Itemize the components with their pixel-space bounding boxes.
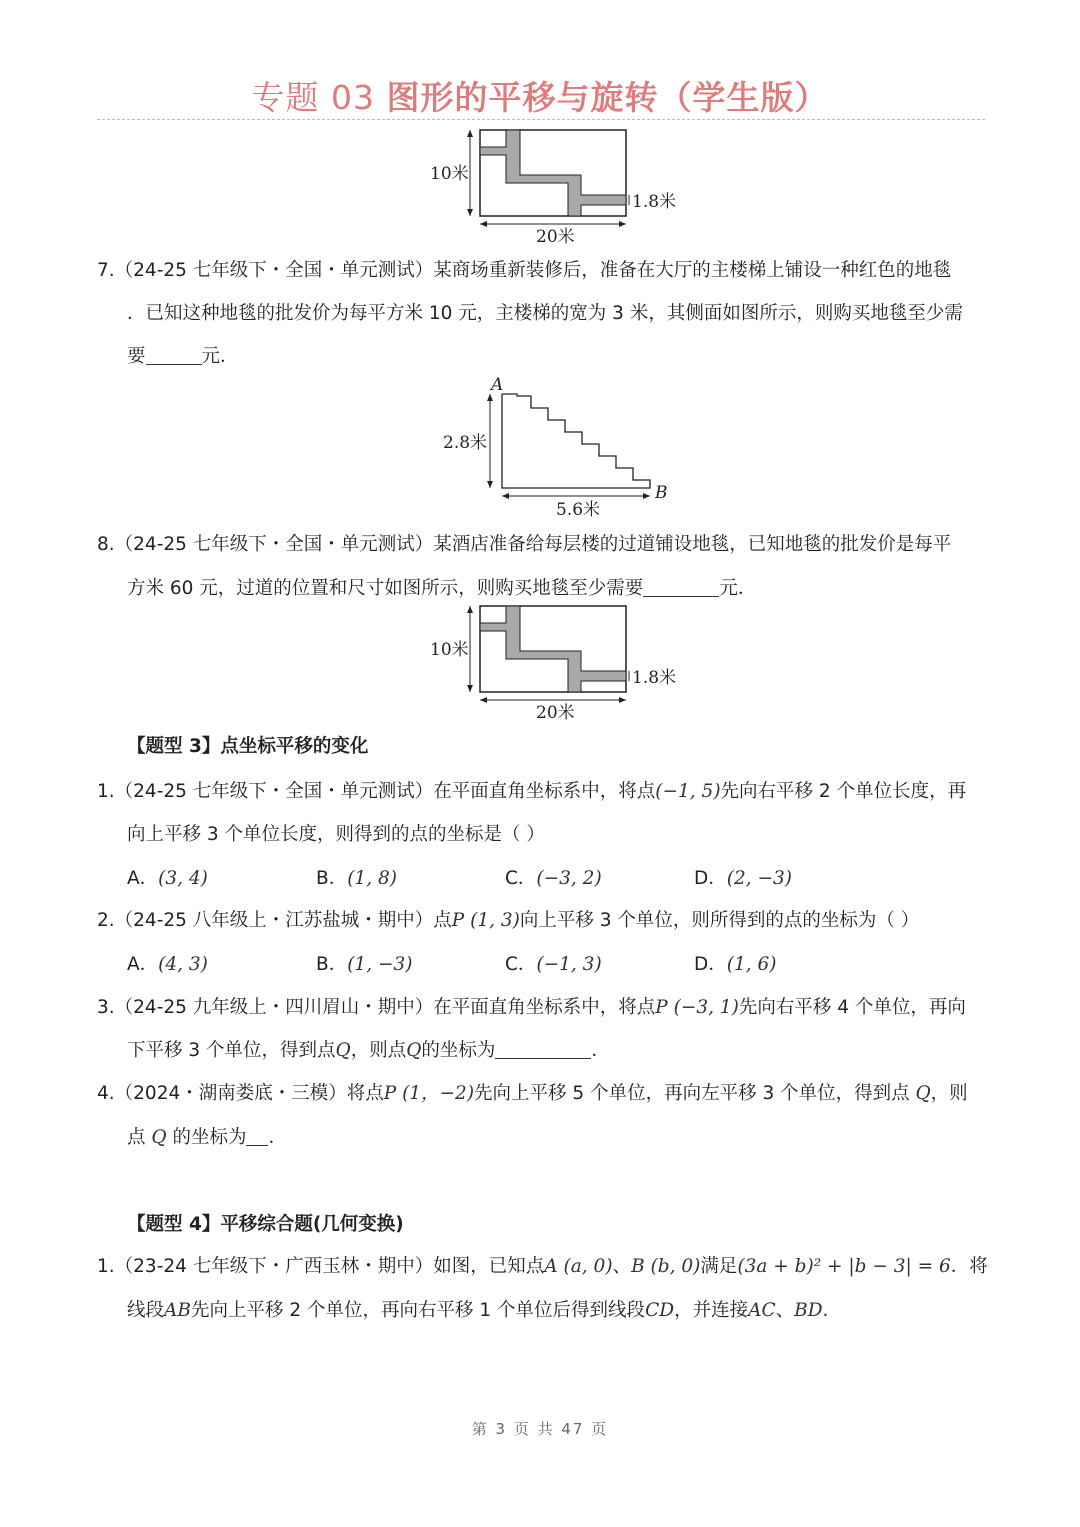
- corridor-path-main: [480, 606, 626, 692]
- s3q2-option-c[interactable]: C．(−1, 3): [505, 954, 602, 975]
- s4q1-equation: (3a + b)² + |b − 3| = 6: [737, 1256, 951, 1277]
- s3q1-option-d[interactable]: D．(2, −3): [694, 868, 792, 889]
- q7-line3: [127, 342, 239, 368]
- s3q4-line1: 4.（2024・湖南娄底・三模）将点P (1，−2)先向上平移 5 个单位，再向左平移 3 个单位，得到点 Q，则: [97, 1083, 968, 1104]
- page-title: [0, 72, 1080, 119]
- q8-answer-blank[interactable]: [643, 578, 719, 597]
- corridor-figure-q8: [420, 600, 690, 724]
- width-arrow-right: [619, 697, 626, 703]
- section-4-heading: 【题型 4】平移综合题(几何变换): [127, 1214, 404, 1235]
- stairs-height-arrow-top: [487, 394, 493, 401]
- s3q1-pre: 1.（24-25 七年级下・全国・单元测试）在平面直角坐标系中，将点: [97, 781, 656, 802]
- s4q1-line2: 线段AB先向上平移 2 个单位，再向右平移 1 个单位后得到线段CD，并连接AC、BD.: [127, 1300, 829, 1321]
- s3q1-post: 先向右平移 2 个单位长度，再: [720, 781, 967, 802]
- title-main: 图形的平移与旋转（学生版）: [386, 78, 829, 117]
- s3q2-option-a[interactable]: A．(4, 3): [127, 954, 208, 975]
- stairs-point-b: B: [655, 483, 668, 503]
- s3q4-point: P (1，−2): [383, 1083, 475, 1104]
- s3q3-line2: 下平移 3 个单位，得到点Q，则点Q的坐标为 ．: [127, 1040, 610, 1061]
- title-number: 03: [331, 78, 375, 117]
- s3q3-answer-blank[interactable]: [495, 1040, 591, 1059]
- s3q1-option-b[interactable]: B．(1, 8): [316, 868, 397, 889]
- s3q1-point: (−1, 5): [655, 781, 721, 802]
- stairs-outline: [502, 394, 650, 488]
- s3q3-point: P (−3, 1): [655, 997, 739, 1018]
- s3q1-option-a[interactable]: A．(3, 4): [127, 868, 208, 889]
- q8-line2: [127, 574, 756, 600]
- header-divider: [97, 119, 985, 120]
- s3q1-line1: [97, 777, 966, 803]
- height-arrow-top: [467, 130, 473, 137]
- s3q4-line2: 点 Q 的坐标为 ．: [127, 1127, 287, 1148]
- s3q1-line2: 向上平移 3 个单位长度，则得到的点的坐标是（ ）: [127, 824, 545, 845]
- height-label: 10米: [430, 164, 469, 184]
- stairs-figure: [435, 372, 680, 522]
- width-label: 20米: [536, 703, 575, 723]
- q7-answer-blank[interactable]: [146, 346, 202, 365]
- s4q1-line1: 1.（23-24 七年级下・广西玉林・期中）如图，已知点A (a, 0)、B (b, 0)满足(3a + b)² + |b − 3| = 6．将: [97, 1256, 988, 1277]
- q7-line3-pre: 要: [127, 346, 146, 367]
- height-label: 10米: [430, 640, 469, 660]
- q8-line2-post: 元．: [719, 578, 757, 599]
- s3q2-pre: 2.（24-25 八年级上・江苏盐城・期中）点: [97, 910, 452, 931]
- q7-line1: 7.（24-25 七年级下・全国・单元测试）某商场重新装修后，准备在大厅的主楼梯上铺设一种红色的地毯: [97, 260, 952, 281]
- width-arrow-left: [480, 697, 487, 703]
- stairs-point-a: A: [491, 375, 504, 395]
- s3q2-line1: [97, 906, 919, 932]
- s3q2-point: P (1, 3): [451, 910, 520, 931]
- q8-line2-pre: 方米 60 元，过道的位置和尺寸如图所示，则购买地毯至少需要: [127, 578, 644, 599]
- section-3-heading: 【题型 3】点坐标平移的变化: [127, 736, 369, 757]
- page-footer: 第 3 页 共 47 页: [471, 1420, 609, 1438]
- s3q2-post: 向上平移 3 个单位，则所得到的点的坐标为（ ）: [519, 910, 920, 931]
- s3q2-option-b[interactable]: B．(1, −3): [316, 954, 413, 975]
- strip-label: 1.8米: [632, 192, 677, 212]
- s3q4-answer-blank[interactable]: [246, 1127, 268, 1146]
- title-prefix: 专题: [251, 78, 320, 117]
- height-arrow-bottom: [467, 685, 473, 692]
- s3q3-line1: 3.（24-25 九年级上・四川眉山・期中）在平面直角坐标系中，将点P (−3, 1)先向右平移 4 个单位，再向: [97, 997, 966, 1018]
- s4q1-point-b: B (b, 0): [631, 1256, 701, 1277]
- stairs-width-arrow-right: [643, 493, 650, 499]
- width-arrow-right: [619, 221, 626, 227]
- s4q1-point-a: A (a, 0): [544, 1256, 613, 1277]
- width-label: 20米: [536, 227, 575, 247]
- q7-line3-post: 元．: [201, 346, 239, 367]
- s3q2-option-d[interactable]: D．(1, 6): [694, 954, 777, 975]
- s3q1-option-c[interactable]: C．(−3, 2): [505, 868, 602, 889]
- corridor-figure-top: [420, 124, 690, 248]
- height-arrow-top: [467, 606, 473, 613]
- stairs-height-arrow-bottom: [487, 481, 493, 488]
- stairs-width-label: 5.6米: [556, 500, 601, 520]
- stairs-height-label: 2.8米: [443, 433, 488, 453]
- q8-line1: 8.（24-25 七年级下・全国・单元测试）某酒店准备给每层楼的过道铺设地毯，已知地毯的批发价是每平: [97, 534, 952, 555]
- height-arrow-bottom: [467, 209, 473, 216]
- strip-label: 1.8米: [632, 668, 677, 688]
- width-arrow-left: [480, 221, 487, 227]
- corridor-path-main: [480, 130, 626, 216]
- q7-line2: ．已知这种地毯的批发价为每平方米 10 元，主楼梯的宽为 3 米，其侧面如图所示，则购买地毯至少需: [127, 303, 963, 324]
- stairs-width-arrow-left: [502, 493, 509, 499]
